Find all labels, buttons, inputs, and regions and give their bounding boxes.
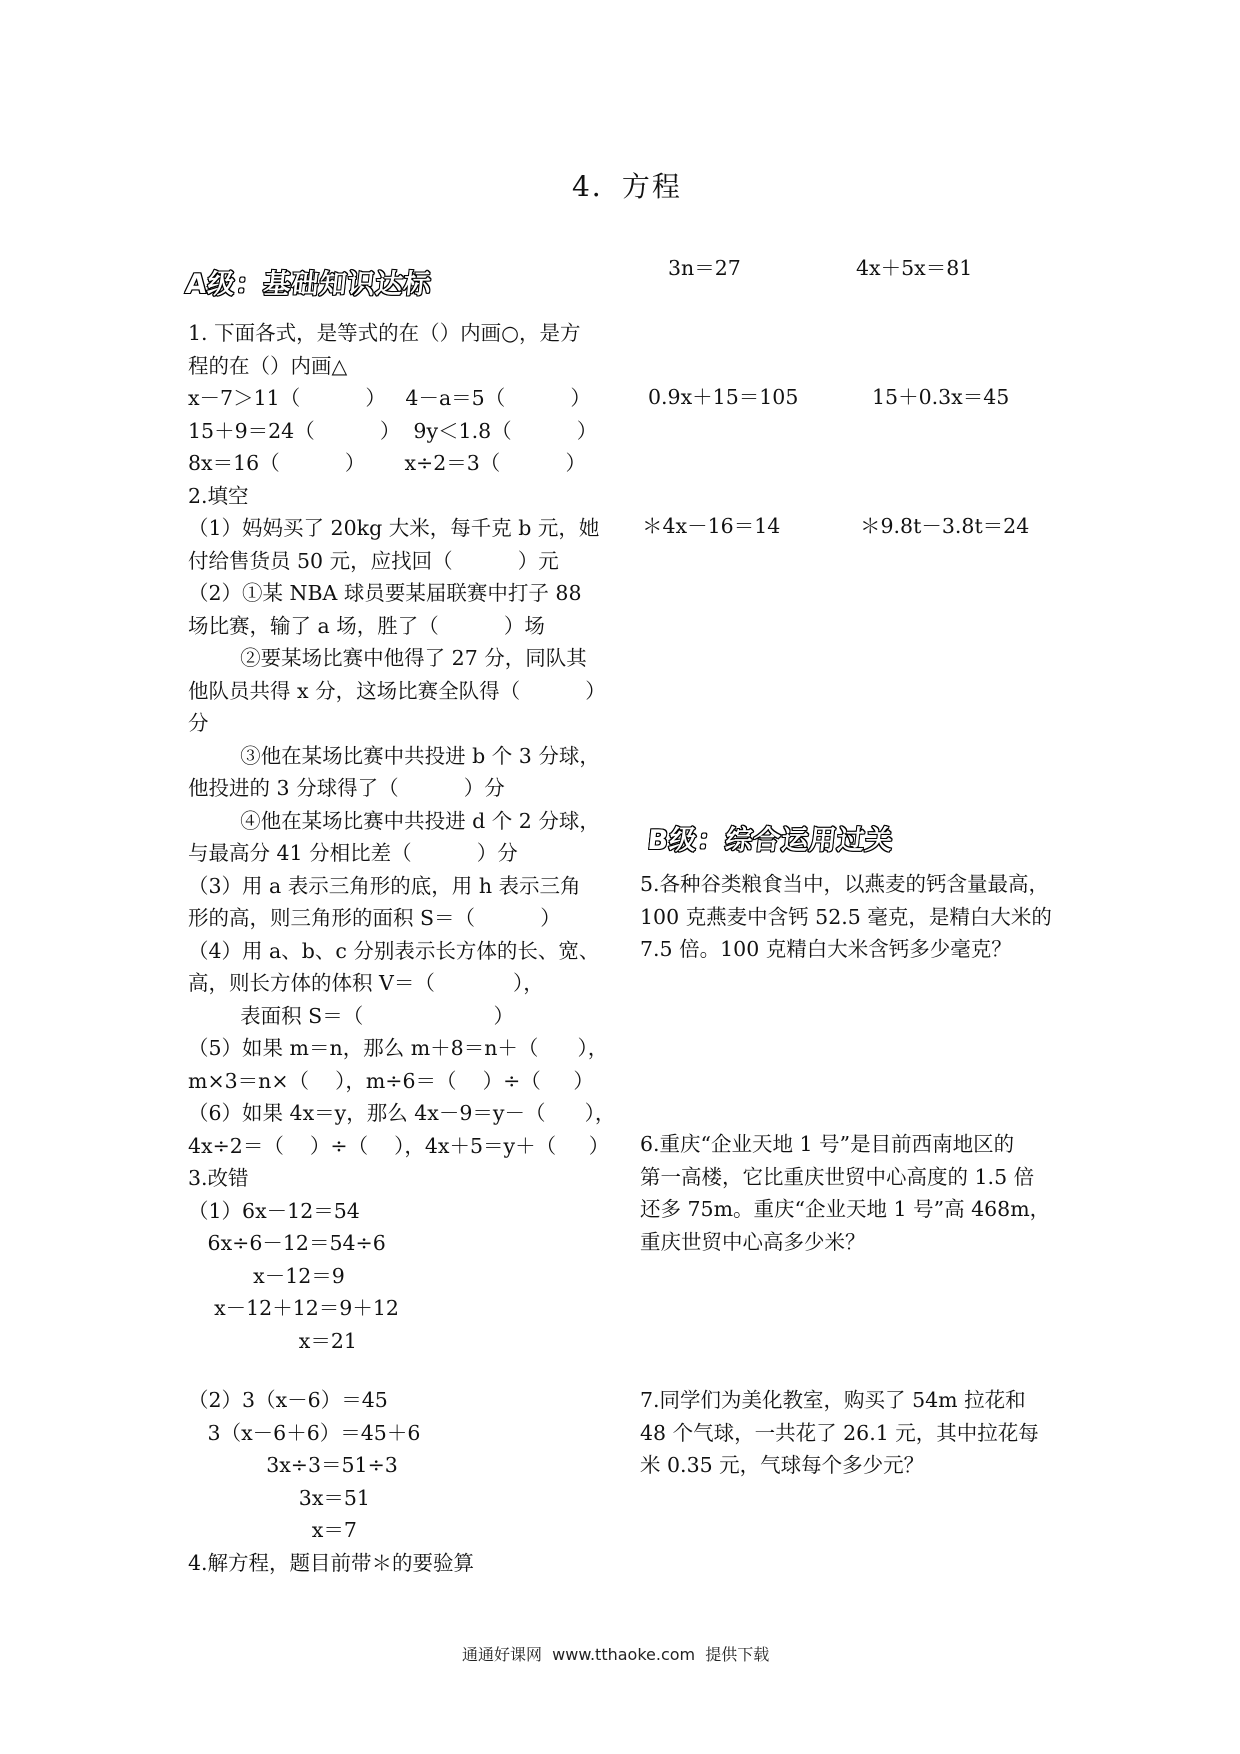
text-line: （1）妈妈买了 20kg 大米，每千克 b 元，她 [188,516,600,540]
section-a-banner: A级：基础知识达标 [184,269,434,300]
text-line: ②要某场比赛中他得了 27 分，同队其 [188,646,587,670]
question-line: 7.同学们为美化教室，购买了 54m 拉花和 [640,1388,1026,1412]
text-line: 形的高，则三角形的面积 S＝（ ） [188,906,561,930]
text-line: 8x＝16（ ） x÷2＝3（ ） [188,451,586,475]
question-line: 还多 75m。重庆“企业天地 1 号”高 468m， [640,1197,1051,1221]
text-line: （3）用 a 表示三角形的底，用 h 表示三角 [188,873,581,898]
question-line: 米 0.35 元，气球每个多少元？ [640,1453,925,1477]
text-line: 表面积 S＝（ ） [188,1003,515,1028]
text-line: 15＋9＝24（ ） 9y＜1.8（ ） [188,418,598,443]
text-line: x－12＝9 [188,1263,345,1288]
text-line: x＝7 [188,1518,357,1542]
text-line: 4x÷2＝（ ）÷（ ），4x＋5＝y＋（ ） [188,1133,610,1158]
equation: 4x＋5x＝81 [856,256,973,280]
text-line: 高，则长方体的体积 V＝（ ）， [188,971,544,995]
question-line: 100 克燕麦中含钙 52.5 毫克，是精白大米的 [640,904,1052,929]
text-line: 分 [188,711,209,735]
footer-source: 通通好课网 www.tthaoke.com 提供下载 [462,1645,770,1664]
section-b-banner: B级：综合运用过关 [646,825,895,856]
page-title: 4．方程 [572,170,682,203]
question-line: 6.重庆“企业天地 1 号”是目前西南地区的 [640,1132,1015,1156]
question-line: 48 个气球，一共花了 26.1 元，其中拉花每 [640,1420,1039,1445]
text-line: 程的在（）内画△ [188,353,348,378]
equation: 0.9x＋15＝105 [648,385,799,409]
question-line: 7.5 倍。100 克精白大米含钙多少毫克？ [640,937,1012,961]
text-line: 他队员共得 x 分，这场比赛全队得（ ） [188,678,606,703]
text-line: （2）3（x－6）＝45 [188,1388,388,1412]
text-line: 6x÷6－12＝54÷6 [188,1231,386,1255]
equation: ＊4x－16＝14 [642,514,781,538]
text-line: 3.改错 [188,1166,249,1190]
text-line: 1. 下面各式，是等式的在（）内画○，是方 [188,321,581,345]
text-line: x－7＞11（ ） 4－a＝5（ ） [188,386,591,410]
equation: ＊9.8t－3.8t＝24 [860,514,1030,538]
text-line: （1）6x－12＝54 [188,1198,360,1223]
text-line: 场比赛，输了 a 场，胜了（ ）场 [188,613,545,638]
text-line: 他投进的 3 分球得了（ ）分 [188,776,505,800]
text-line: 2.填空 [188,483,249,508]
text-line: （6）如果 4x＝y，那么 4x－9＝y－（ ）， [188,1101,616,1125]
text-line: （2）①某 NBA 球员要某届联赛中打子 88 [188,581,582,605]
question-line: 5.各种谷类粮食当中，以燕麦的钙含量最高， [640,872,1050,896]
text-line: m×3＝n×（ ），m÷6＝（ ）÷（ ） [188,1068,594,1093]
question-line: 重庆世贸中心高多少米？ [640,1229,866,1254]
text-line: x＝21 [188,1328,357,1353]
text-line: ④他在某场比赛中共投进 d 个 2 分球， [188,808,600,833]
text-line: 4.解方程，题目前带＊的要验算 [188,1550,475,1575]
question-line: 第一高楼，它比重庆世贸中心高度的 1.5 倍 [640,1164,1035,1189]
text-line: （4）用 a、b、c 分别表示长方体的长、宽、 [188,938,600,963]
text-line: 3x÷3＝51÷3 [188,1453,398,1477]
text-line: 付给售货员 50 元，应找回（ ）元 [188,548,559,573]
equation: 3n＝27 [668,256,741,280]
text-line: ③他在某场比赛中共投进 b 个 3 分球， [188,743,600,768]
text-line: 3（x－6＋6）＝45＋6 [188,1420,421,1445]
text-line: 3x＝51 [188,1485,370,1510]
text-line: （5）如果 m＝n，那么 m＋8＝n＋（ ）， [188,1036,609,1060]
text-line: x－12＋12＝9＋12 [188,1296,399,1320]
text-line: 与最高分 41 分相比差（ ）分 [188,841,518,865]
equation: 15＋0.3x＝45 [872,385,1010,409]
